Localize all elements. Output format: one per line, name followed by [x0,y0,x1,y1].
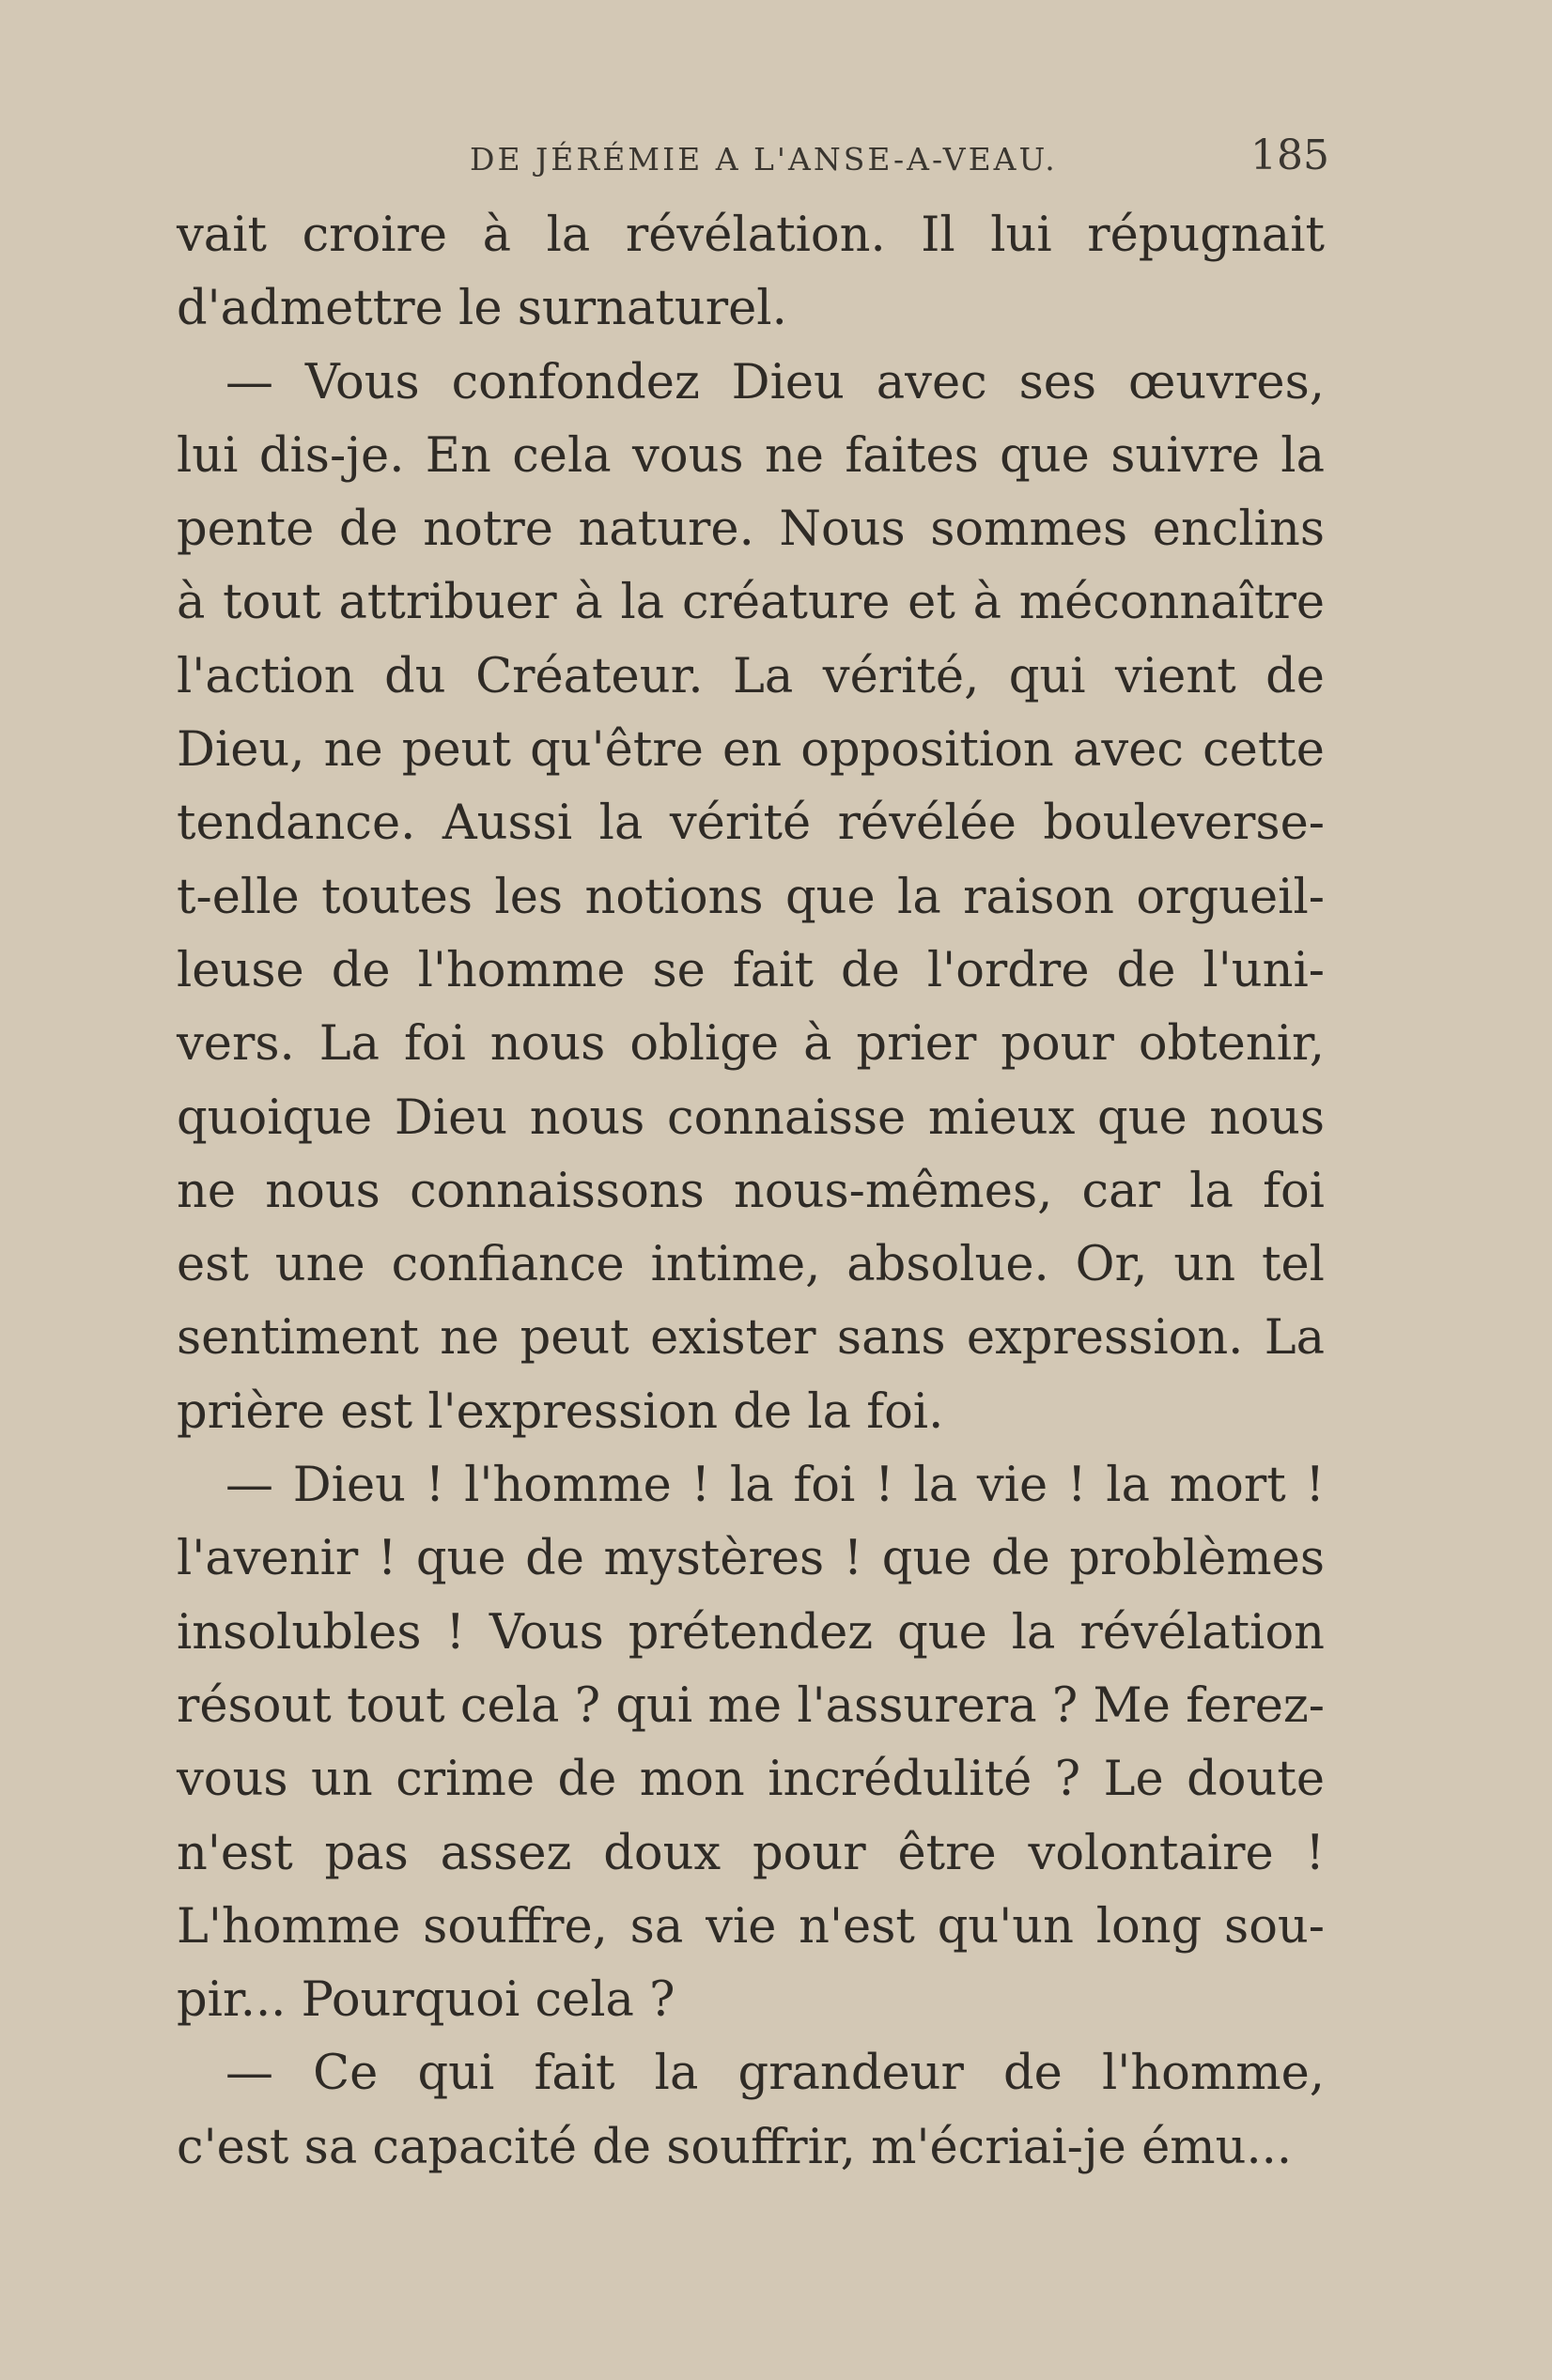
text-line: vous un crime de mon incrédulité ? Le doute [177,1752,1325,1808]
text-line: L'homme souffre, sa vie n'est qu'un long sou- [177,1898,1325,1955]
text-line: d'admettre le surnaturel. [177,281,787,337]
text-line: tendance. Aussi la vérité révélée bouleverse- [177,796,1325,852]
running-head [178,131,1329,188]
text-line: à tout attribuer à la créature et à méconnaître [177,575,1325,631]
text-line: quoique Dieu nous connaisse mieux que nous [177,1090,1325,1146]
running-title: DE JÉRÉMIE A L'ANSE-A-VEAU. [470,141,1058,178]
page-number: 185 [1250,131,1329,179]
text-line: n'est pas assez doux pour être volontaire ! [177,1825,1325,1881]
text-line: résout tout cela ? qui me l'assurera ? Me ferez- [177,1677,1325,1734]
text-line: pir... Pourquoi cela ? [177,1972,675,2029]
text-line: sentiment ne peut exister sans expression. La [177,1310,1325,1367]
text-line: est une confiance intime, absolue. Or, un tel [177,1237,1325,1293]
text-line: leuse de l'homme se fait de l'ordre de l'uni- [177,942,1325,998]
text-line: ne nous connaissons nous-mêmes, car la foi [177,1163,1325,1219]
text-line: t-elle toutes les notions que la raison orgueil- [177,869,1325,925]
text-line: vers. La foi nous oblige à prier pour obtenir, [177,1016,1325,1073]
text-line: — Dieu ! l'homme ! la foi ! la vie ! la mort ! [225,1458,1325,1514]
text-line: insolubles ! Vous prétendez que la révélation [177,1604,1325,1661]
text-line: vait croire à la révélation. Il lui répugnait [177,208,1325,263]
text-line: — Ce qui fait la grandeur de l'homme, [225,2046,1325,2102]
text-line: — Vous confondez Dieu avec ses œuvres, [225,354,1325,410]
body-text [177,199,1325,2185]
text-line: Dieu, ne peut qu'être en opposition avec cette [177,722,1325,779]
text-line: prière est l'expression de la foi. [177,1383,944,1440]
text-line: l'avenir ! que de mystères ! que de problèmes [177,1531,1325,1587]
text-line: l'action du Créateur. La vérité, qui vient de [177,648,1325,704]
text-line: c'est sa capacité de souffrir, m'écriai-je ému... [177,2119,1293,2175]
text-line: lui dis-je. En cela vous ne faites que suivre la [177,427,1325,484]
text-line: pente de notre nature. Nous sommes enclins [177,502,1325,558]
